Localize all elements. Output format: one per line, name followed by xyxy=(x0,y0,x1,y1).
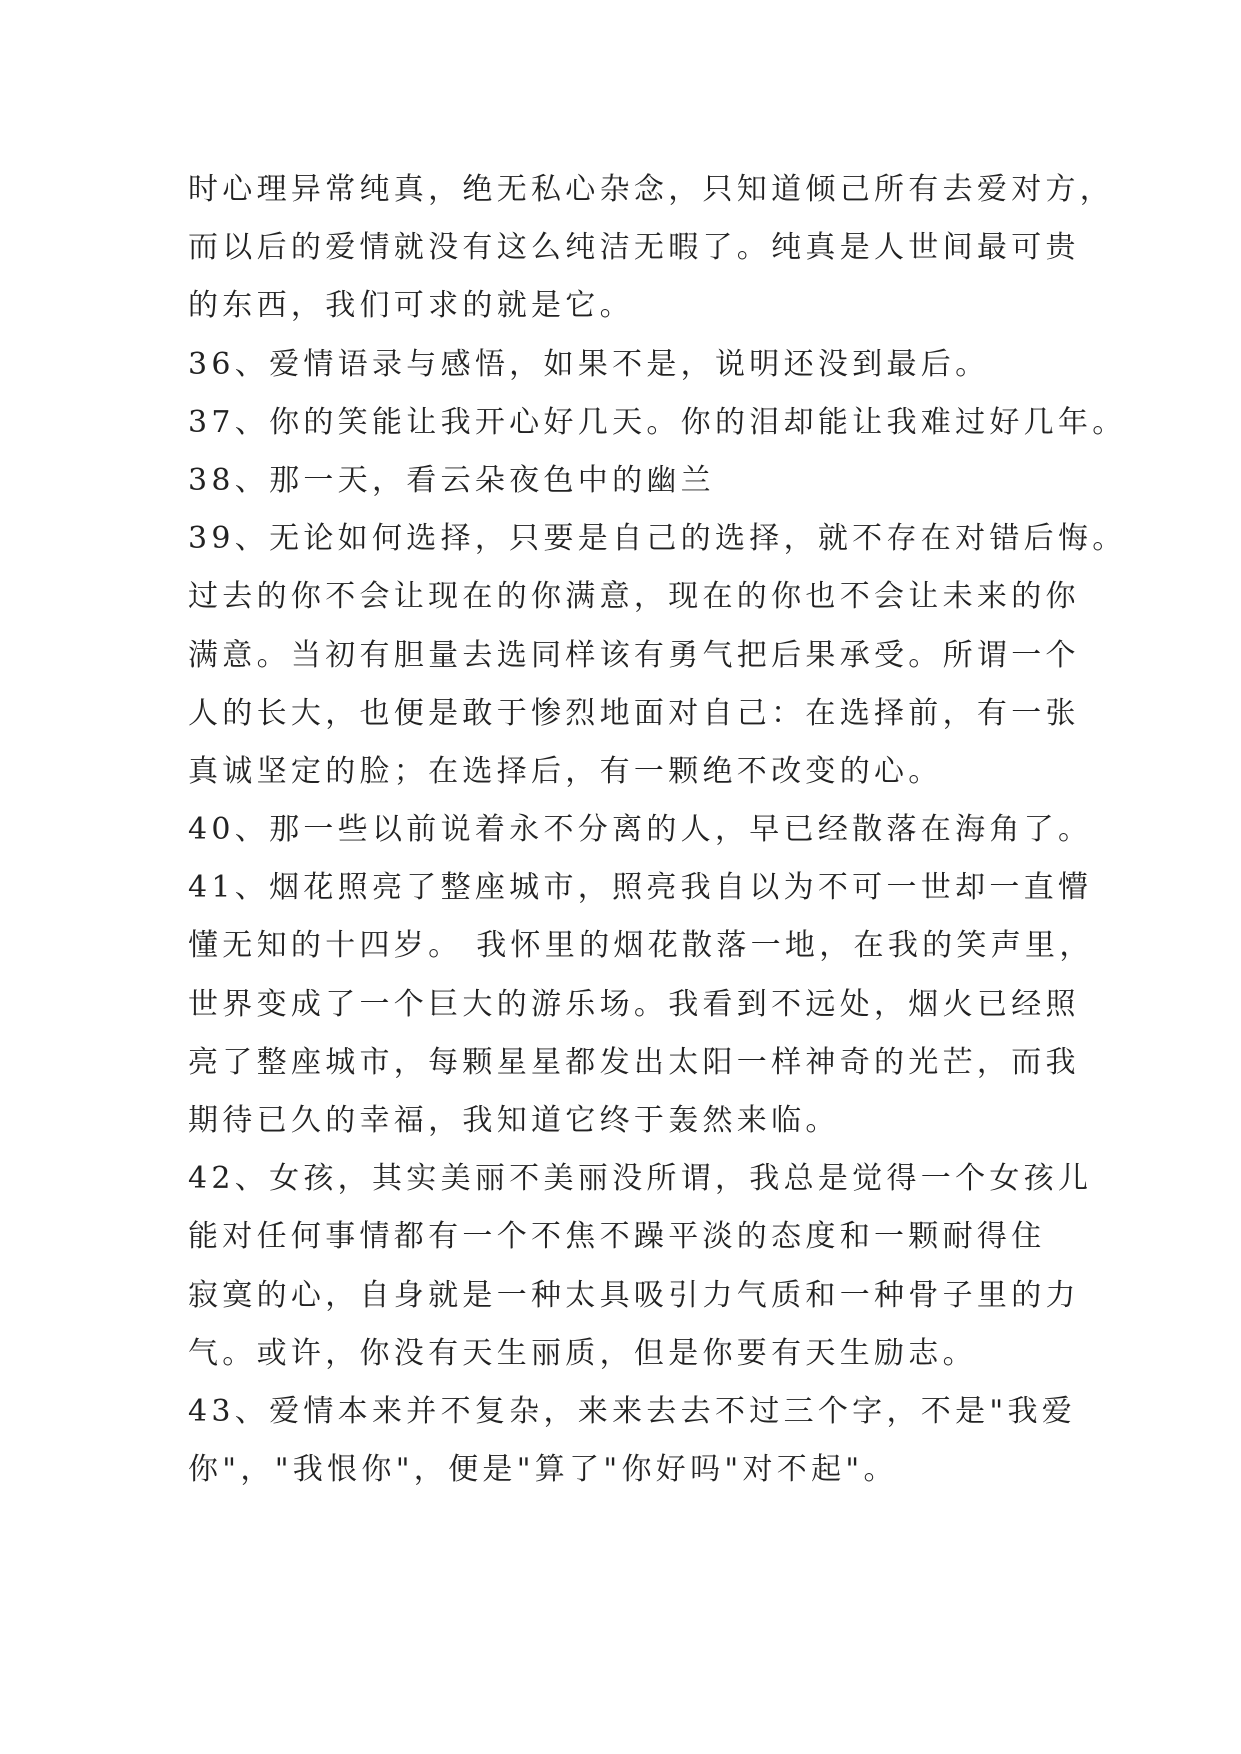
text-line: 43、爱情本来并不复杂，来来去去不过三个字，不是"我爱 xyxy=(188,1393,1077,1429)
text-line: 期待已久的幸福，我知道它终于轰然来临。 xyxy=(188,1103,840,1138)
body-text xyxy=(188,161,1127,1499)
text-line: 38、那一天，看云朵夜色中的幽兰 xyxy=(188,462,715,498)
text-line: 亮了整座城市，每颗星星都发出太阳一样神奇的光芒，而我 xyxy=(188,1044,1080,1080)
text-line: 41、烟花照亮了整座城市，照亮我自以为不可一世却一直懵 xyxy=(188,870,1093,906)
text-line: 的东西，我们可求的就是它。 xyxy=(188,288,634,324)
text-line: 懂无知的十四岁。 我怀里的烟花散落一地，在我的笑声里， xyxy=(188,928,1094,964)
text-line: 而以后的爱情就没有这么纯洁无暇了。纯真是人世间最可贵 xyxy=(188,230,1080,266)
text-line: 真诚坚定的脸；在选择后，有一颗绝不改变的心。 xyxy=(188,753,943,789)
text-line: 36、爱情语录与感悟，如果不是，说明还没到最后。 xyxy=(188,346,990,382)
text-line: 世界变成了一个巨大的游乐场。我看到不远处，烟火已经照 xyxy=(188,986,1080,1022)
text-line: 满意。当初有胆量去选同样该有勇气把后果承受。所谓一个 xyxy=(188,637,1080,673)
text-line: 40、那一些以前说着永不分离的人，早已经散落在海角了。 xyxy=(188,812,1093,848)
text-line: 寂寞的心，自身就是一种太具吸引力气质和一种骨子里的力 xyxy=(188,1277,1080,1313)
text-line: 气。或许，你没有天生丽质，但是你要有天生励志。 xyxy=(188,1335,977,1371)
text-line: 过去的你不会让现在的你满意，现在的你也不会让未来的你 xyxy=(188,579,1080,615)
text-line: 37、你的笑能让我开心好几天。你的泪却能让我难过好几年。 xyxy=(188,404,1127,440)
text-line: 能对任何事情都有一个不焦不躁平淡的态度和一颗耐得住 xyxy=(188,1219,1046,1255)
text-line: 时心理异常纯真，绝无私心杂念，只知道倾己所有去爱对方， xyxy=(188,172,1115,207)
text-line: 人的长大，也便是敢于惨烈地面对自己：在选择前，有一张 xyxy=(188,695,1080,731)
text-line: 42、女孩，其实美丽不美丽没所谓，我总是觉得一个女孩儿 xyxy=(188,1161,1093,1197)
text-line: 你"，"我恨你"，便是"算了"你好吗"对不起"。 xyxy=(188,1452,898,1488)
text-line: 39、无论如何选择，只要是自己的选择，就不存在对错后悔。 xyxy=(188,521,1127,557)
